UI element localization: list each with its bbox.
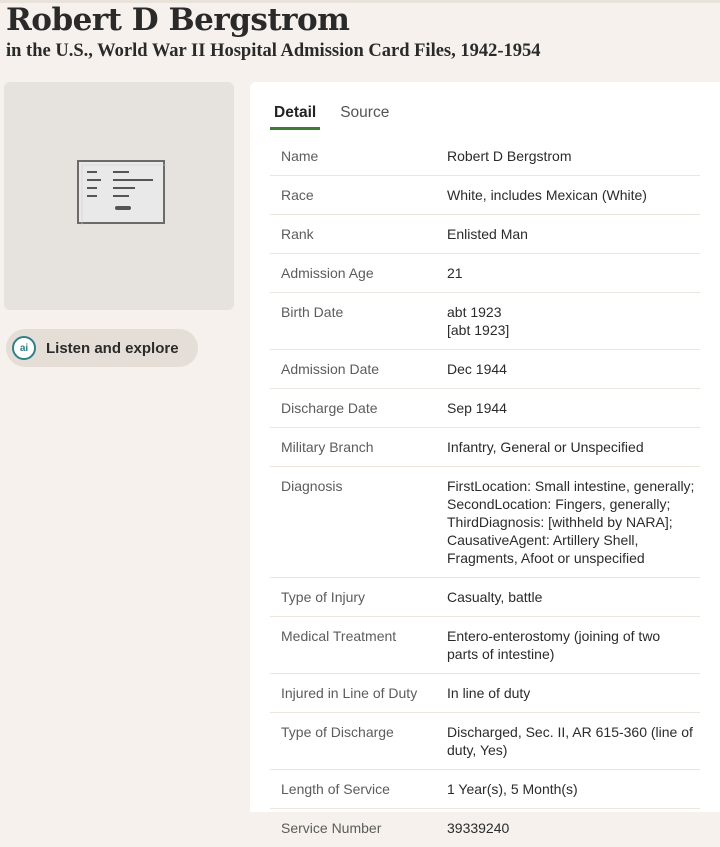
detail-row [270,673,700,712]
detail-label: Length of Service [281,781,390,797]
detail-row [270,577,700,616]
detail-value [447,399,700,417]
detail-value-line: Enlisted Man [447,226,528,242]
detail-label: Injured in Line of Duty [281,685,418,701]
detail-value [447,780,700,798]
detail-label: Admission Date [281,361,380,377]
detail-row [270,253,700,292]
detail-row [270,427,700,466]
detail-value-line: Discharged, Sec. II, AR 615-360 (line of [447,724,693,740]
tab-detail[interactable]: Detail [270,104,320,130]
detail-value-line: In line of duty [447,685,531,701]
detail-row [270,175,700,214]
detail-value-line: FirstLocation: Small intestine, generally; [447,478,695,494]
detail-table [270,137,700,847]
page-title: Robert D Bergstrom [6,2,350,38]
detail-value [447,147,700,165]
detail-value-line: Dec 1944 [447,361,507,377]
detail-value [447,588,700,606]
detail-value [447,819,700,837]
detail-row [270,388,700,427]
ai-icon: ai [12,336,36,360]
detail-label: Birth Date [281,304,344,320]
detail-row [270,808,700,847]
detail-value-line: CausativeAgent: Artillery Shell, [447,532,639,548]
detail-value-line: parts of intestine) [447,646,555,662]
detail-label: Rank [281,226,314,242]
collection-subtitle[interactable]: in the U.S., World War II Hospital Admission Card Files, 1942-1954 [6,41,541,61]
detail-value-line: Infantry, General or Unspecified [447,439,644,455]
detail-value-line: ThirdDiagnosis: [withheld by NARA]; [447,514,673,530]
tab-source[interactable]: Source [340,104,390,121]
record-thumbnail[interactable] [4,82,234,310]
document-card-icon [75,158,167,226]
detail-label: Admission Age [281,265,374,281]
detail-value-line: duty, Yes) [447,742,508,758]
detail-value-line: White, includes Mexican (White) [447,187,647,203]
listen-label: Listen and explore [46,339,179,357]
detail-label: Name [281,148,319,164]
detail-value [447,627,700,663]
detail-label: Medical Treatment [281,628,397,644]
detail-value-line: [abt 1923] [447,322,510,338]
detail-value-line: Casualty, battle [447,589,543,605]
detail-row [270,769,700,808]
record-detail-panel [250,82,720,836]
detail-label: Race [281,187,314,203]
detail-label: Service Number [281,820,382,836]
detail-tabs [270,104,409,130]
detail-value [447,477,700,567]
detail-value [447,225,700,243]
detail-value [447,264,700,282]
detail-value-line: Fragments, Afoot or unspecified [447,550,645,566]
listen-and-explore-button[interactable] [6,329,198,367]
detail-value-line: 39339240 [447,820,510,836]
detail-value [447,723,700,759]
detail-value-line: SecondLocation: Fingers, generally; [447,496,671,512]
detail-value-line: 21 [447,265,463,281]
detail-value-line: 1 Year(s), 5 Month(s) [447,781,578,797]
detail-label: Type of Injury [281,589,366,605]
detail-value-line: Entero-enterostomy (joining of two [447,628,661,644]
detail-value-line: Sep 1944 [447,400,507,416]
detail-label: Diagnosis [281,478,343,494]
detail-row [270,214,700,253]
detail-value [447,186,700,204]
detail-label: Military Branch [281,439,374,455]
detail-value [447,303,700,339]
detail-value [447,438,700,456]
detail-row [270,466,700,577]
detail-row [270,712,700,769]
detail-value-line: abt 1923 [447,304,502,320]
detail-row [270,616,700,673]
detail-label: Type of Discharge [281,724,394,740]
detail-row [270,292,700,349]
detail-row [270,349,700,388]
detail-row [270,137,700,175]
detail-value [447,360,700,378]
detail-value-line: Robert D Bergstrom [447,148,572,164]
detail-value [447,684,700,702]
detail-label: Discharge Date [281,400,378,416]
